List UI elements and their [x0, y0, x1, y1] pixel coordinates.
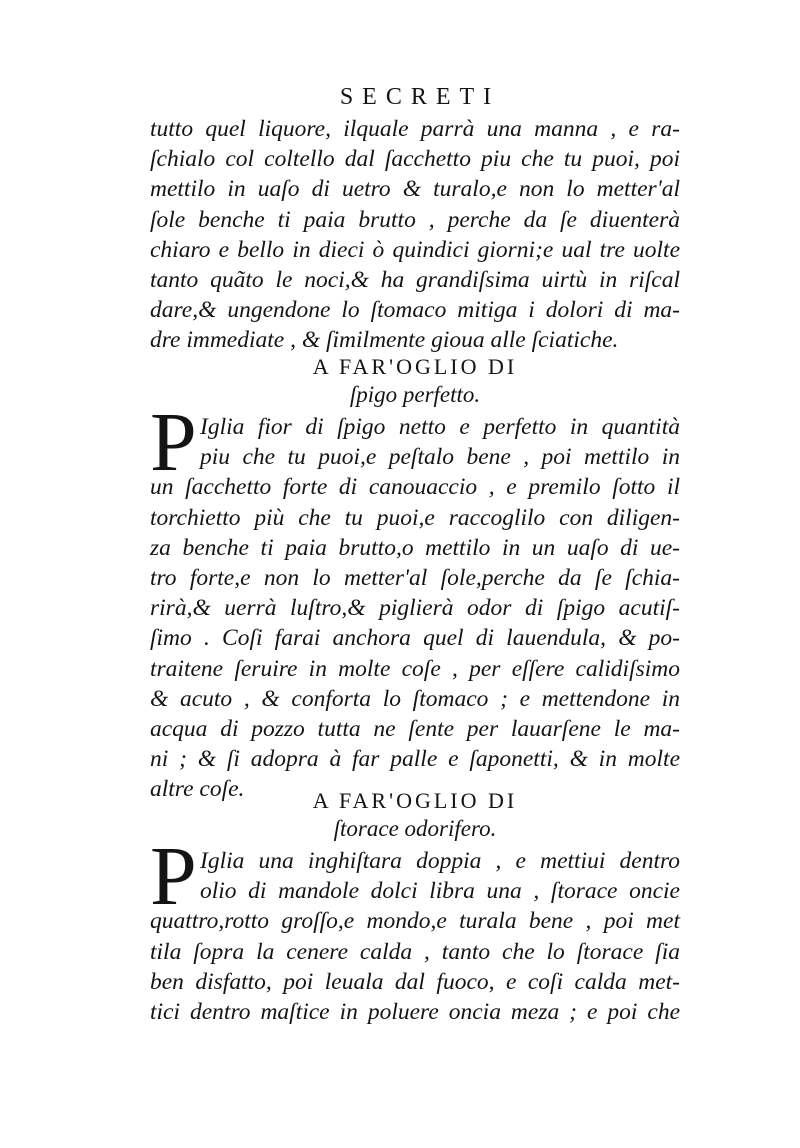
text-line: altre coſe.	[150, 776, 245, 803]
recipe-paragraph	[150, 830, 680, 1027]
text-line: ben disfatto, poi leuala dal fuoco, e coſi calda met-	[150, 968, 680, 995]
text-line: dre immediate , & ſimilmente gioua alle ſciatiche.	[150, 327, 619, 354]
text-line: piu che tu puoi,e peſtalo bene , poi mettilo in	[200, 444, 680, 471]
text-line: rirà,& uerrà luſtro,& piglierà odor di ſpigo acutiſ-	[150, 595, 680, 622]
text-line: ſchialo col coltello dal ſacchetto piu che tu puoi, poi	[150, 146, 680, 173]
text-line: traitene ſeruire in molte coſe , per eſſere calidiſsimo	[150, 655, 680, 682]
text-line: & acuto , & conforta lo ſtomaco ; e mettendone in	[150, 685, 680, 712]
text-line: torchietto più che tu puoi,e raccoglilo con diligen-	[150, 504, 680, 531]
drop-cap: P	[150, 396, 197, 489]
text-line: mettilo in uaſo di uetro & turalo,e non lo metter'al	[150, 176, 680, 203]
text-line: tanto quãto le noci,& ha grandiſsima uirtù in riſcal	[150, 267, 680, 294]
text-line: ſimo . Coſi farai anchora quel di lauendula, & po-	[150, 625, 680, 652]
text-line: olio di mandole dolci libra una , ſtorace oncie	[200, 878, 680, 905]
text-line: un ſacchetto forte di canouaccio , e premilo ſotto il	[150, 474, 680, 501]
running-head: SECRETI	[339, 84, 501, 110]
text-line: quattro,rotto groſſo,e mondo,e turala bene , poi met	[150, 908, 680, 935]
text-line: acqua di pozzo tutta ne ſente per lauarſene le ma-	[150, 716, 680, 743]
text-line: tici dentro maſtice in poluere oncia meza ; e poi che	[150, 999, 680, 1026]
text-line: Iglia fior di ſpigo netto e perfetto in quantità	[200, 414, 680, 440]
text-line: tro forte,e non lo metter'al ſole,perche da ſe ſchia-	[150, 565, 680, 592]
section-heading: A FAR'OGLIO DI	[312, 788, 518, 813]
text-line: ſole benche ti paia brutto , perche da ſe diuenterà	[150, 206, 680, 233]
text-line: za benche ti paia brutto,o mettilo in un uaſo di ue-	[150, 534, 680, 561]
text-line: dare,& ungendone lo ſtomaco mitiga i dolori di ma-	[150, 297, 680, 324]
drop-cap: P	[150, 830, 197, 923]
text-line: Iglia una inghiſtara doppia , e mettiui dentro	[200, 848, 680, 874]
section-subheading: ſtorace odorifero.	[333, 816, 497, 841]
text-line: tila ſopra la cenere calda , tanto che lo ſtorace ſia	[150, 938, 680, 965]
text-line: ni ; & ſi adopra à far palle e ſaponetti, & in molte	[150, 746, 680, 773]
text-line: tutto quel liquore, ilquale parrà una manna , e ra-	[150, 116, 680, 142]
continuation-paragraph	[150, 114, 680, 356]
text-line: chiaro e bello in dieci ò quindici giorni;e ual tre uolte	[150, 236, 680, 263]
recipe-paragraph	[150, 396, 680, 805]
section-subheading: ſpigo perfetto.	[349, 382, 481, 407]
section-heading: A FAR'OGLIO DI	[312, 354, 518, 379]
